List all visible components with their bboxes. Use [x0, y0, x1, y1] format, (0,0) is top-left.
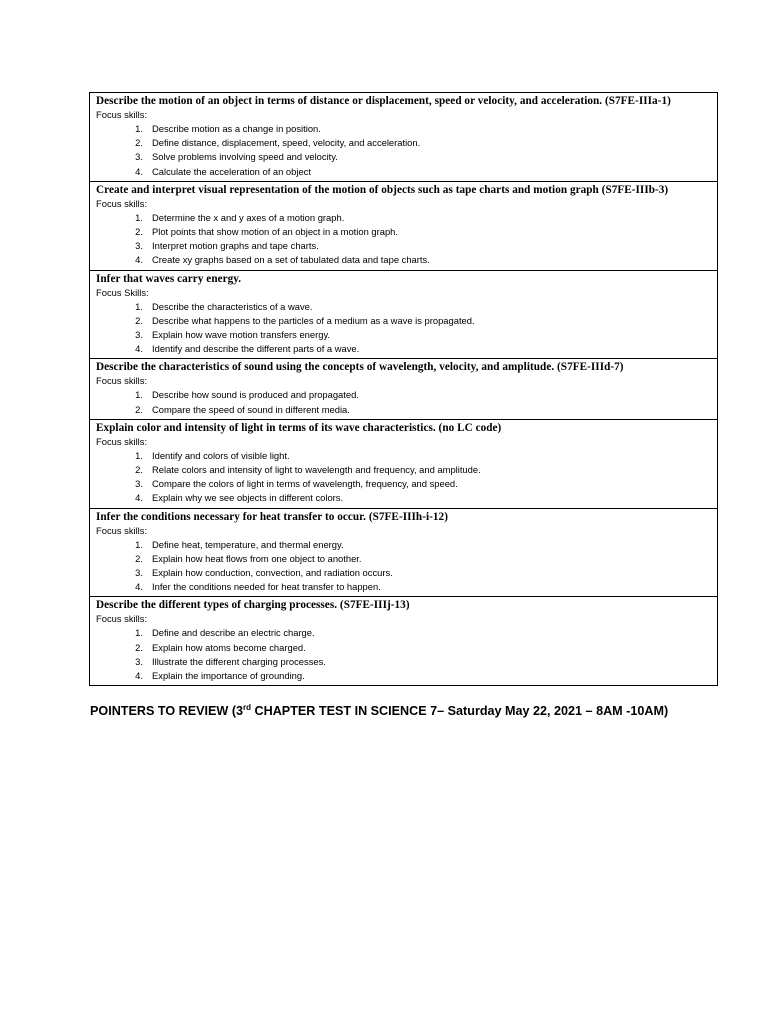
skill-text: Explain how heat flows from one object to another.: [152, 552, 362, 564]
skill-text: Explain why we see objects in different colors.: [152, 492, 344, 504]
skill-number: 2.: [135, 403, 143, 415]
skill-item: [96, 655, 711, 669]
skill-number: 2.: [135, 226, 143, 238]
skills-list: [96, 388, 711, 416]
skill-text: Identify and colors of visible light.: [152, 449, 290, 461]
skill-item: [96, 403, 711, 417]
focus-skills-label: Focus skills:: [96, 109, 148, 120]
skill-number: 3.: [135, 567, 143, 579]
focus-skills-label: Focus skills:: [96, 613, 148, 625]
competency-heading: Infer that waves carry energy.: [96, 272, 242, 285]
skill-number: 3.: [135, 478, 143, 490]
skill-item: [96, 150, 711, 164]
skill-text: Calculate the acceleration of an object: [152, 165, 311, 177]
skill-number: 2.: [135, 464, 143, 476]
competency-section: [90, 358, 717, 418]
skill-item: [96, 566, 711, 580]
skill-text: Solve problems involving speed and velocity.: [152, 151, 338, 163]
skills-list: [96, 300, 711, 357]
skill-item: [96, 388, 711, 402]
skill-number: 1.: [135, 389, 143, 401]
skill-number: 1.: [135, 211, 143, 223]
skill-text: Identify and describe the different parts of a wave.: [152, 343, 360, 355]
competency-section: [90, 596, 717, 685]
focus-skills-label: Focus Skills:: [96, 286, 149, 298]
skill-item: [96, 122, 711, 136]
skill-item: [96, 225, 711, 239]
skills-list: [96, 122, 711, 179]
focus-skills-label: Focus skills:: [96, 435, 148, 447]
skill-item: [96, 491, 711, 505]
title-prefix: POINTERS TO REVIEW (3: [90, 704, 244, 718]
competency-section: [90, 181, 717, 270]
skill-number: 3.: [135, 655, 143, 667]
skill-number: 3.: [135, 329, 143, 341]
skill-item: [96, 626, 711, 640]
competency-section: [90, 270, 717, 359]
skill-item: [96, 165, 711, 179]
skill-item: [96, 253, 711, 267]
skill-text: Create xy graphs based on a set of tabulated data and tape charts.: [152, 254, 430, 266]
skill-text: Compare the colors of light in terms of wavelength, frequency, and speed.: [152, 478, 458, 490]
skill-number: 1.: [135, 300, 143, 312]
skill-text: Explain how wave motion transfers energy.: [152, 329, 331, 341]
competency-section: [90, 508, 717, 597]
focus-skills-label: Focus skills:: [96, 524, 148, 536]
skill-number: 4.: [135, 165, 143, 177]
skill-text: Infer the conditions needed for heat transfer to happen.: [152, 581, 381, 593]
skill-text: Describe how sound is produced and propagated.: [152, 389, 359, 401]
skill-number: 4.: [135, 343, 143, 355]
skill-number: 1.: [135, 538, 143, 550]
skill-item: [96, 314, 711, 328]
skill-number: 4.: [135, 492, 143, 504]
skill-text: Relate colors and intensity of light to wavelength and frequency, and amplitude.: [152, 464, 481, 476]
skill-item: [96, 538, 711, 552]
skill-item: [96, 552, 711, 566]
skill-number: 2.: [135, 137, 143, 149]
skill-item: [96, 300, 711, 314]
skill-item: [96, 239, 711, 253]
title-suffix: CHAPTER TEST IN SCIENCE 7– Saturday May 22, 2021 – 8AM -10AM): [251, 704, 669, 718]
skill-number: 2.: [135, 314, 143, 326]
skill-number: 2.: [135, 641, 143, 653]
skill-text: Define and describe an electric charge.: [152, 627, 315, 639]
skill-text: Plot points that show motion of an object in a motion graph.: [152, 226, 398, 238]
skill-number: 2.: [135, 552, 143, 564]
competency-heading: Describe the characteristics of sound using the concepts of wavelength, velocity, and amplitude. (S7FE-IIId-7): [96, 361, 624, 374]
skill-number: 4.: [135, 581, 143, 593]
skill-text: Explain the importance of grounding.: [152, 670, 305, 682]
skill-number: 1.: [135, 449, 143, 461]
skill-item: [96, 449, 711, 463]
competency-heading: Infer the conditions necessary for heat transfer to occur. (S7FE-IIIh-i-12): [96, 510, 448, 523]
skill-number: 3.: [135, 151, 143, 163]
focus-skills-label: Focus skills:: [96, 375, 148, 387]
skill-text: Describe motion as a change in position.: [152, 123, 321, 134]
skill-text: Describe the characteristics of a wave.: [152, 300, 313, 312]
competency-table: [89, 92, 718, 686]
competency-heading: Create and interpret visual representation of the motion of objects such as tape charts and motion graph (S7FE-IIIb-3): [96, 183, 669, 196]
skill-item: [96, 477, 711, 491]
skill-number: 4.: [135, 670, 143, 682]
skills-list: [96, 626, 711, 683]
focus-skills-label: Focus skills:: [96, 197, 148, 209]
skills-list: [96, 211, 711, 268]
skill-item: [96, 328, 711, 342]
skill-number: 1.: [135, 123, 143, 134]
competency-heading: Explain color and intensity of light in terms of its wave characteristics. (no LC code): [96, 421, 502, 434]
skill-item: [96, 580, 711, 594]
skill-text: Compare the speed of sound in different media.: [152, 403, 350, 415]
title-superscript: rd: [243, 702, 252, 712]
skill-text: Describe what happens to the particles of a medium as a wave is propagated.: [152, 314, 475, 326]
page-title: [90, 704, 668, 718]
skill-item: [96, 136, 711, 150]
competency-section: [90, 419, 717, 508]
skill-number: 4.: [135, 254, 143, 266]
skill-item: [96, 342, 711, 356]
skill-text: Explain how conduction, convection, and radiation occurs.: [152, 567, 393, 579]
skill-number: 1.: [135, 627, 143, 639]
competency-heading: Describe the different types of charging processes. (S7FE-IIIj-13): [96, 599, 410, 612]
skill-text: Define heat, temperature, and thermal energy.: [152, 538, 344, 550]
skills-list: [96, 449, 711, 506]
skill-text: Illustrate the different charging processes.: [152, 655, 326, 667]
competency-heading: Describe the motion of an object in terms of distance or displacement, speed or velocity, and acceleration. (S7FE-IIIa-1): [96, 95, 671, 107]
skill-text: Define distance, displacement, speed, velocity, and acceleration.: [152, 137, 421, 149]
skill-text: Explain how atoms become charged.: [152, 641, 306, 653]
skills-list: [96, 538, 711, 595]
skill-item: [96, 463, 711, 477]
skill-item: [96, 669, 711, 683]
skill-item: [96, 641, 711, 655]
skill-text: Determine the x and y axes of a motion graph.: [152, 211, 345, 223]
skill-item: [96, 211, 711, 225]
competency-section: [90, 93, 717, 181]
skill-text: Interpret motion graphs and tape charts.: [152, 240, 319, 252]
skill-number: 3.: [135, 240, 143, 252]
